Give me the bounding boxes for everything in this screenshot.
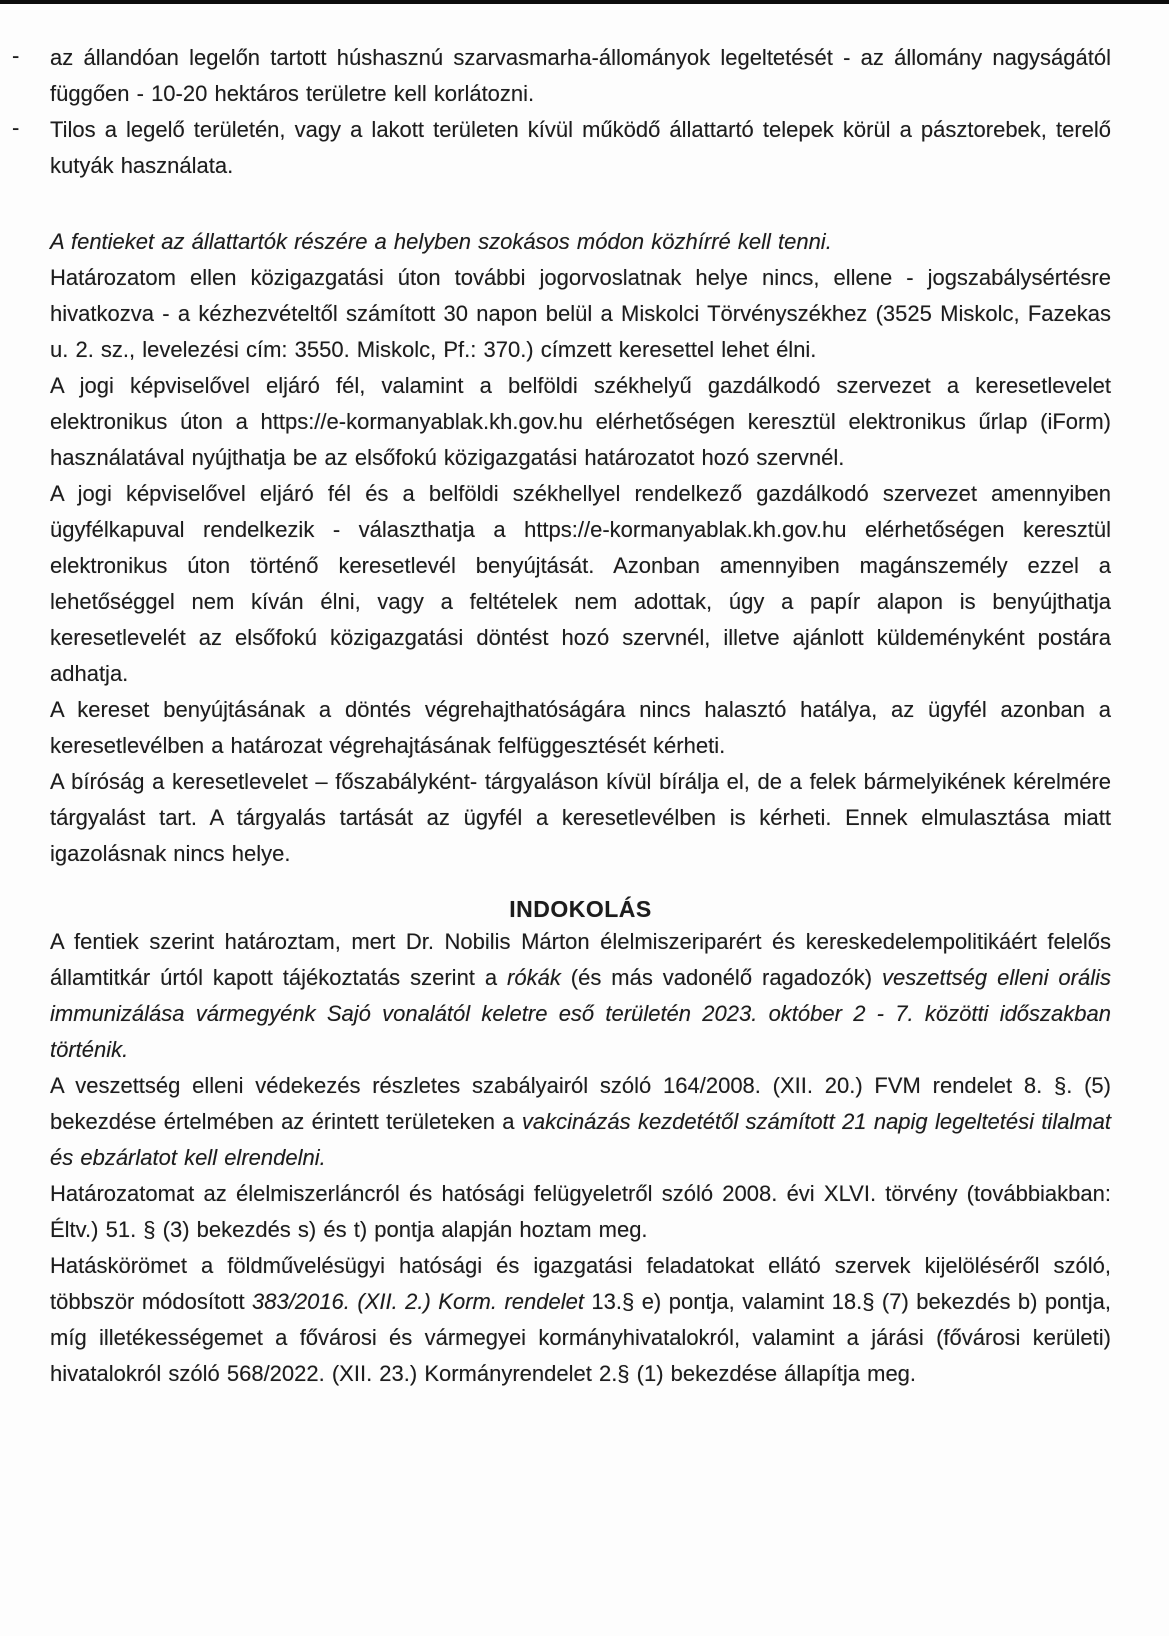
- bullet-dash-icon: -: [12, 115, 20, 140]
- appeal-paragraph-suspensive-effect: A kereset benyújtásának a döntés végrehajthatóságára nincs halasztó hatálya, az ügyfél azonban a keresetlevélben a határozat végrehajtásának felfüggesztését kérheti.: [50, 697, 1111, 758]
- appeal-paragraph-legal-remedy: Határozatom ellen közigazgatási úton további jogorvoslatnak helye nincs, ellene - jogszabálysértésre hivatkozva - a kézhezvételtől számított 30 napon belül a Miskolci Törvényszékhez (3525 Miskolc, Fazekas u. 2. sz., levelezési cím: 3550. Miskolc, Pf.: 370.) címzett keresettel lehet élni.: [50, 265, 1111, 362]
- reasoning-paragraph-legal-basis: Határozatomat az élelmiszerláncról és hatósági felügyeletről szóló 2008. évi XLVI. törvény (továbbiakban: Éltv.) 51. § (3) bekezdés s) és t) pontja alapján hoztam meg.: [50, 1181, 1111, 1242]
- appeal-paragraph-electronic-filing: A jogi képviselővel eljáró fél, valamint a belföldi székhelyű gazdálkodó szervezet a keresetlevelet elektronikus úton a https://e-kormanyablak.kh.gov.hu elérhetőségen keresztül elektronikus űrlap (iForm) használatával nyújthatja be az elsőfokú közigazgatási határozatot hozó szervnél.: [50, 373, 1111, 470]
- reasoning-paragraph-jurisdiction: Hatáskörömet a földművelésügyi hatósági és igazgatási feladatokat ellátó szervek kijelöléséről szóló, többször módosított 383/2016. (XII. 2.) Korm. rendelet 13.§ e) pontja, valamint 18.§ (7) bekezdés b) pontja, míg illetékességemet a fővárosi és vármegyei kormányhivatalokról, valamint a járási (fővárosi kerületi) hivatalokról szóló 568/2022. (XII. 23.) Kormányrendelet 2.§ (1) bekezdése állapítja meg.: [50, 1253, 1111, 1386]
- reasoning-paragraph-immunization: A fentiek szerint határoztam, mert Dr. Nobilis Márton élelmiszeriparért és kereskedelempolitikáért felelős államtitkár úrtól kapott tájékoztatás szerint a rókák (és más vadonélő ragadozók) veszettség elleni orális immunizálása vármegyénk Sajó vonalától keletre eső területén 2023. október 2 - 7. közötti időszakban történik.: [50, 929, 1111, 1062]
- scan-edge-artifact: [0, 0, 1169, 4]
- appeal-paragraph-court-hearing: A bíróság a keresetlevelet – főszabályként- tárgyaláson kívül bírálja el, de a felek bármelyikének kérelmére tárgyalást tart. A tárgyalás tartását az ügyfél a keresetlevélben is kérheti. Ennek elmulasztása miatt igazolásnak nincs helye.: [50, 769, 1111, 866]
- appeal-paragraph-client-gate: A jogi képviselővel eljáró fél és a belföldi székhellyel rendelkező gazdálkodó szervezet amennyiben ügyfélkapuval rendelkezik - választhatja a https://e-kormanyablak.kh.gov.hu elérhetőségen keresztül elektronikus úton történő keresetlevél benyújtását. Azonban amennyiben magánszemély ezzel a lehetőséggel nem kíván élni, vagy a feltételek nem adottak, úgy a papír alapon is benyújthatja keresetlevelét az elsőfokú közigazgatási döntést hozó szervnél, illetve ajánlott küldeményként postára adhatja.: [50, 481, 1111, 686]
- section-heading-indokolas: INDOKOLÁS: [509, 896, 652, 922]
- bullet-dash-icon: -: [12, 43, 20, 68]
- bullet-text: Tilos a legelő területén, vagy a lakott területen kívül működő állattartó telepek körül a pásztorebek, terelő kutyák használata.: [50, 117, 1111, 178]
- reasoning-paragraph-fvm-decree: A veszettség elleni védekezés részletes szabályairól szóló 164/2008. (XII. 20.) FVM rendelet 8. §. (5) bekezdése értelmében az érintett területeken a vakcinázás kezdetétől számított 21 napig legeltetési tilalmat és ebzárlatot kell elrendelni.: [50, 1073, 1112, 1170]
- bullet-list: [12, 40, 1111, 184]
- list-item: [12, 40, 1111, 112]
- bullet-text: az állandóan legelőn tartott húshasznú szarvasmarha-állományok legeltetését - az állomány nagyságától függően - 10-20 hektáros területre kell korlátozni.: [50, 45, 1111, 106]
- list-item: [12, 112, 1111, 184]
- publication-notice-paragraph: A fentieket az állattartók részére a helyben szokásos módon közhírré kell tenni.: [50, 229, 832, 254]
